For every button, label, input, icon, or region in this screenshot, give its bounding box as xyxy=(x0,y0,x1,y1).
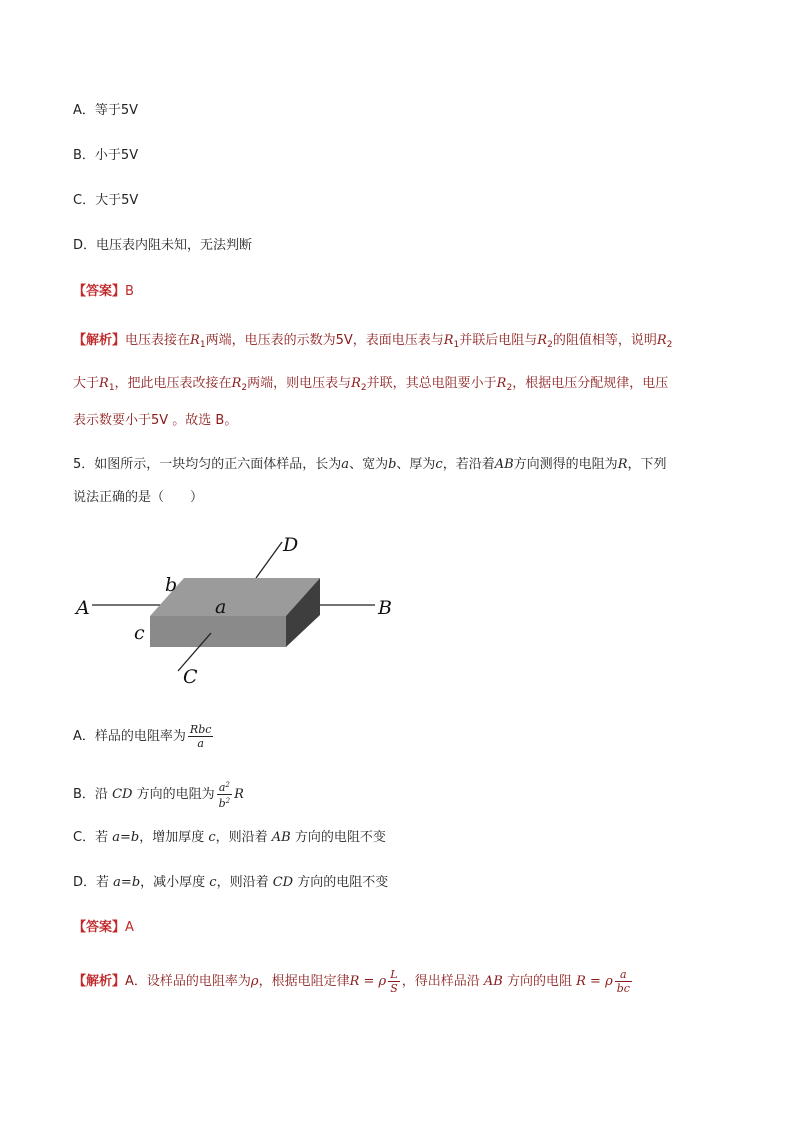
q5-option-b: B．沿 CD 方向的电阻为 $\frac{a^2}{b^2}$ R xyxy=(73,781,244,810)
resistor-block-figure xyxy=(70,530,410,690)
q5-stem-line-2: 说法正确的是（ ） xyxy=(73,490,204,505)
q5-option-c: C．若 a=b，增加厚度 c，则沿着 AB 方向的电阻不变 xyxy=(73,830,386,845)
label-A: A xyxy=(76,597,90,619)
label-C: C xyxy=(183,666,198,688)
q4-answer: 【答案】B xyxy=(73,284,134,299)
option-b: B．小于5V xyxy=(73,148,139,163)
q5-analysis-line-1: 【解析】A．设样品的电阻率为ρ，根据电阻定律R = ρ $\frac{L}{S}$ ，得出样品沿 AB 方向的电阻 R = ρ $\frac{a}{bc}$ xyxy=(73,968,630,995)
wire-d xyxy=(256,542,282,578)
label-a: a xyxy=(215,596,227,618)
q4-analysis-line-1: 【解析】电压表接在$R_1$两端，电压表的示数为5V，表面电压表与$R_1$并联后电阻与$R_2$的阻值相等，说明$R_2$ xyxy=(73,333,673,350)
q5-stem-line-1: 5．如图所示，一块均匀的正六面体样品，长为a、宽为b、厚为c，若沿着AB方向测得的电阻为R，下列 xyxy=(73,457,667,472)
fraction-rbc-over-a: $\frac{\text{Rbc}}{a}$ xyxy=(189,723,212,750)
option-c: C．大于5V xyxy=(73,193,139,208)
block-front-face xyxy=(150,616,286,647)
q4-analysis-line-3: 表示数要小于5V 。故选 B。 xyxy=(73,413,238,428)
fraction-a2-over-b2: $\frac{a^2}{b^2}$ xyxy=(218,781,231,810)
label-c: c xyxy=(134,622,145,644)
q5-option-a: A．样品的电阻率为 $\frac{\text{Rbc}}{a}$ xyxy=(73,723,212,750)
q4-analysis-line-2: 大于$R_1$，把此电压表改接在$R_2$两端，则电压表与$R_2$并联，其总电阻要小于$R_2$，根据电压分配规律，电压 xyxy=(73,376,669,393)
fraction-l-over-s: $\frac{L}{S}$ xyxy=(390,968,398,995)
option-a: A．等于5V xyxy=(73,103,139,118)
label-b: b xyxy=(165,574,178,596)
label-B: B xyxy=(378,597,392,619)
fraction-a-over-bc: $\frac{a}{bc}$ xyxy=(616,968,630,995)
q5-option-d: D．若 a=b，减小厚度 c，则沿着 CD 方向的电阻不变 xyxy=(73,875,389,890)
q5-answer: 【答案】A xyxy=(73,920,134,935)
option-d: D．电压表内阻未知，无法判断 xyxy=(73,238,253,253)
label-D: D xyxy=(283,534,299,556)
